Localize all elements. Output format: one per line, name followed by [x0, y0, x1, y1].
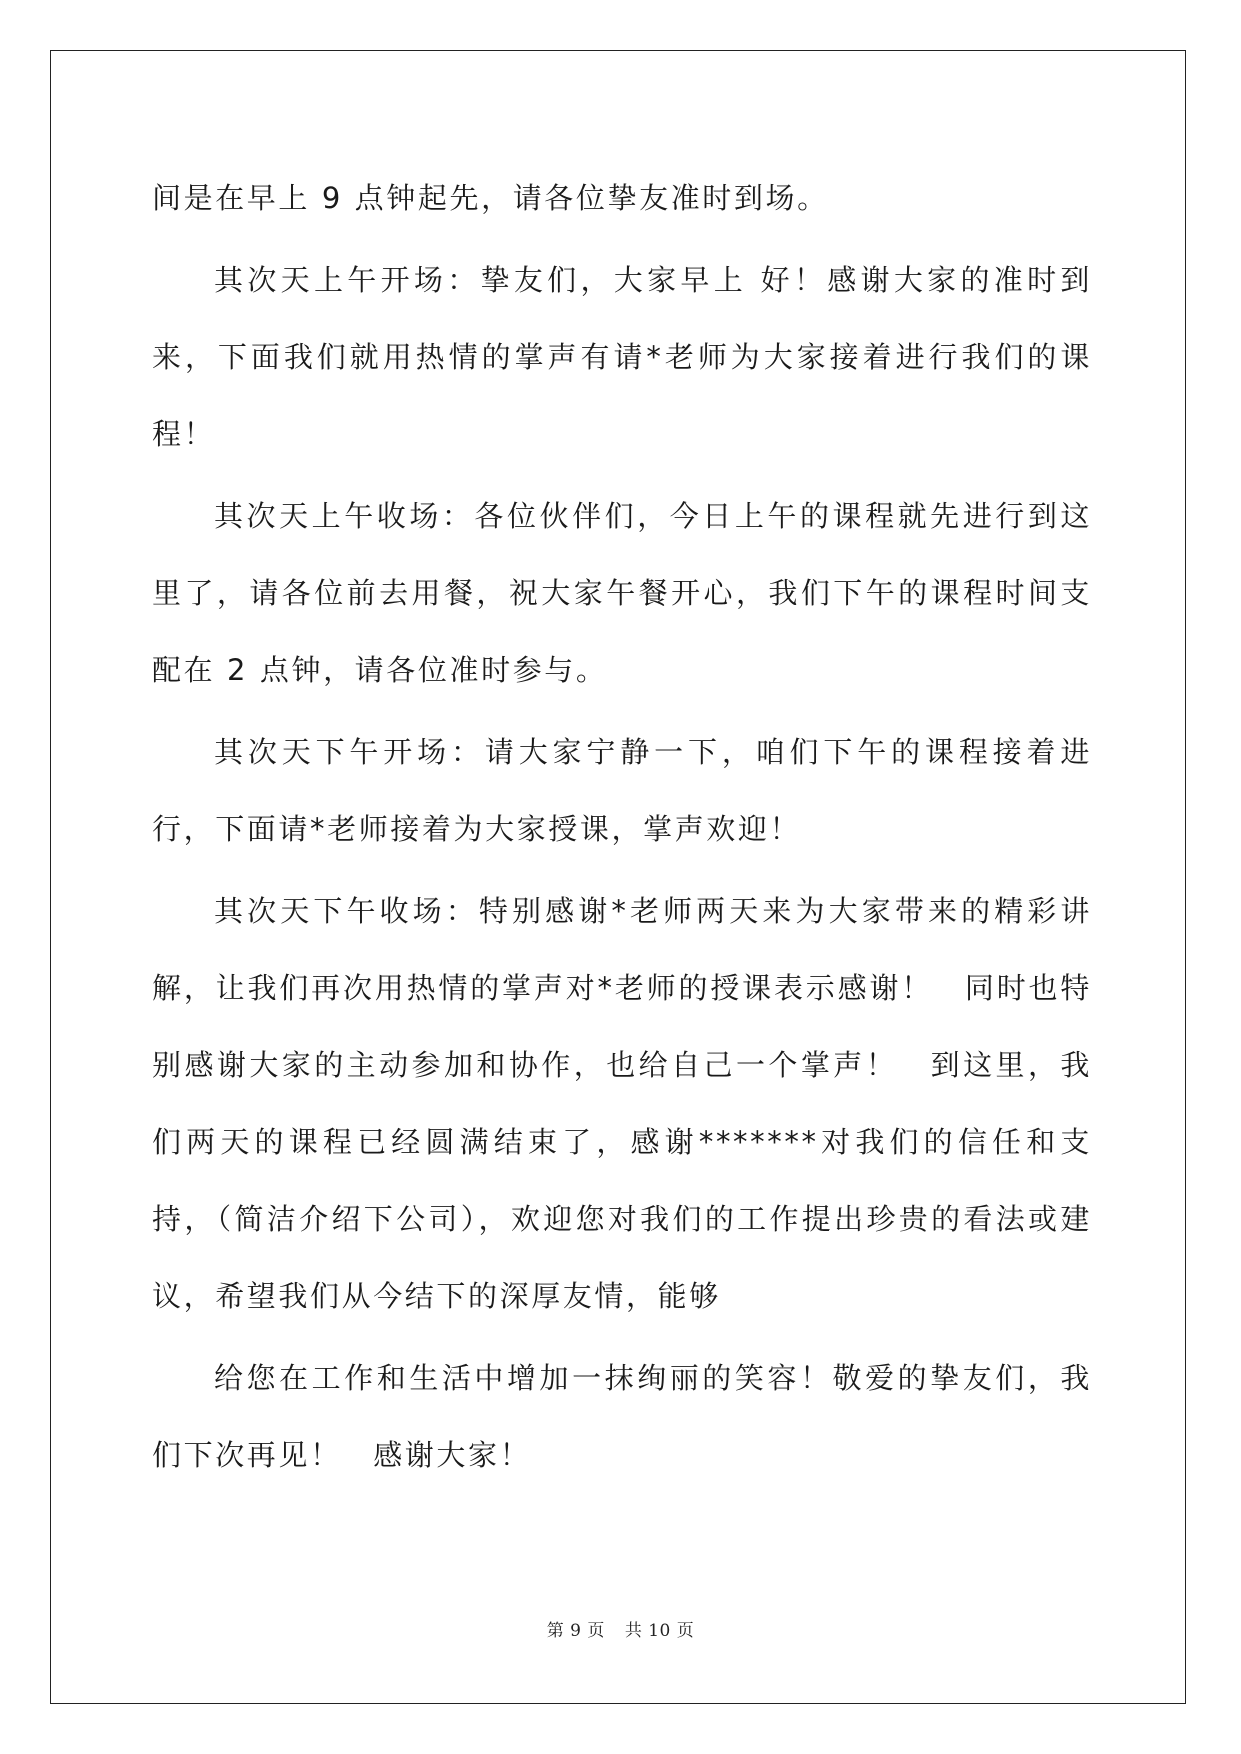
- page-number: 第 9 页: [546, 1621, 605, 1641]
- paragraph: 间是在早上 9 点钟起先，请各位挚友准时到场。: [152, 181, 829, 215]
- paragraph: 其次天下午开场：请大家宁静一下，咱们下午的课程接着进行，下面请*老师接着为大家授课，掌声欢迎！: [152, 735, 1092, 846]
- page-footer: [0, 1616, 1241, 1641]
- paragraph: 给您在工作和生活中增加一抹绚丽的笑容！敬爱的挚友们，我们下次再见！ 感谢大家！: [152, 1361, 1092, 1472]
- paragraph: 其次天上午收场：各位伙伴们，今日上午的课程就先进行到这里了，请各位前去用餐，祝大家午餐开心，我们下午的课程时间支配在 2 点钟，请各位准时参与。: [152, 499, 1092, 687]
- page-total: 共 10 页: [624, 1621, 695, 1641]
- document-body: [152, 160, 1092, 1499]
- paragraph: 其次天上午开场：挚友们，大家早上 好！感谢大家的准时到来，下面我们就用热情的掌声有请*老师为大家接着进行我们的课程！: [152, 263, 1092, 451]
- paragraph: 其次天下午收场：特别感谢*老师两天来为大家带来的精彩讲解，让我们再次用热情的掌声对*老师的授课表示感谢！ 同时也特别感谢大家的主动参加和协作，也给自己一个掌声！ 到这里，我们两天的课程已经圆满结束了，感谢*******对我们的信任和支持，（简洁介绍下公司），欢迎您对我们的工作提出珍贵的看法或建议，希望我们从今结下的深厚友情，能够: [152, 894, 1092, 1313]
